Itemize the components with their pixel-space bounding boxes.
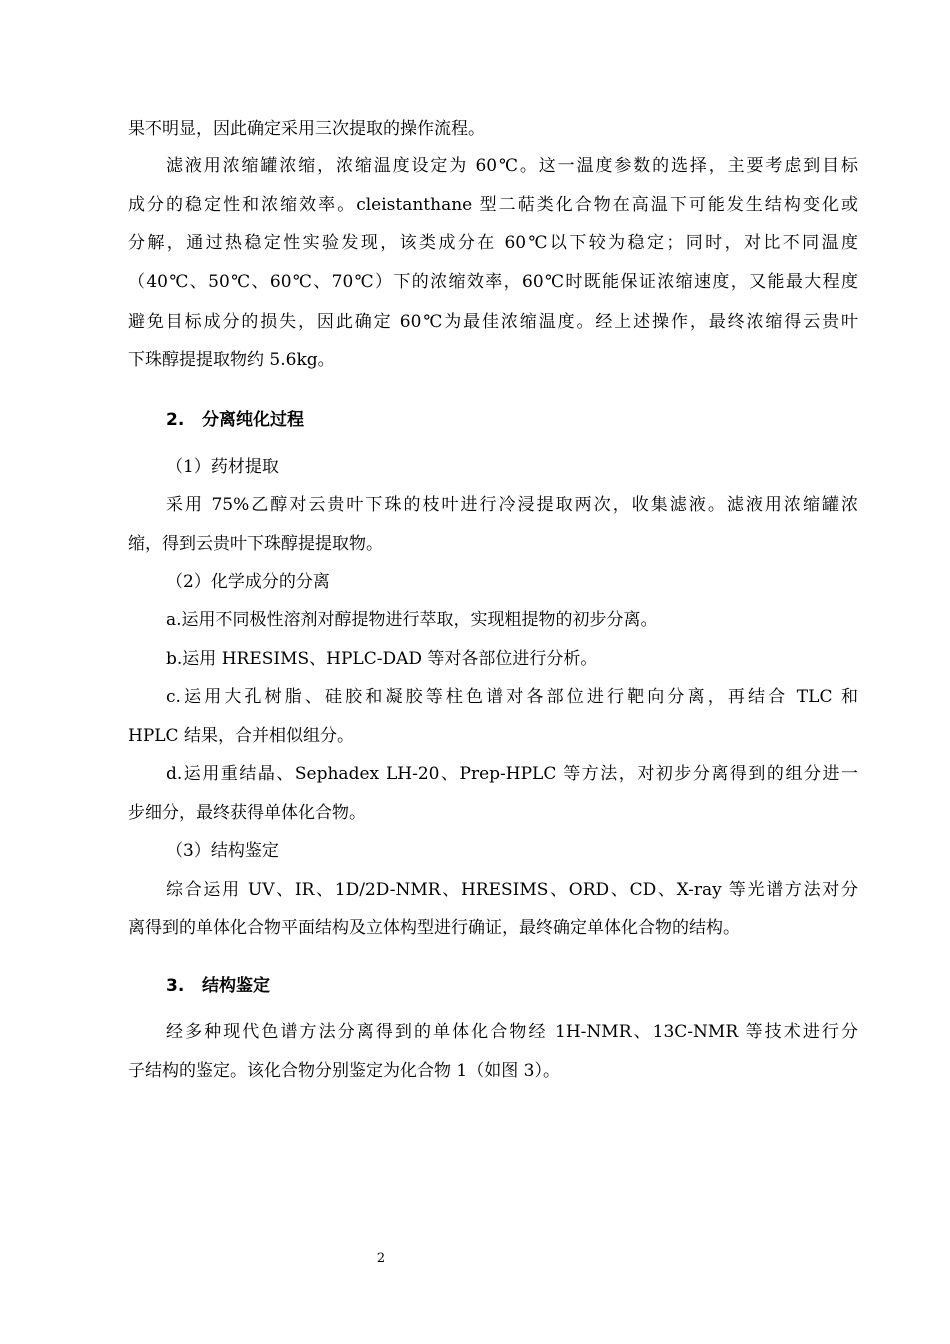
section-heading [166, 408, 304, 432]
section-number: 2. [166, 410, 185, 430]
paragraph-line: 下珠醇提提取物约 5.6kg。 [128, 350, 335, 370]
list-item: d.运用重结晶、Sephadex LH-20、Prep-HPLC 等方法，对初步分离得到的组分进一 [166, 764, 858, 784]
list-item-continued: 步细分，最终获得单体化合物。 [128, 803, 366, 823]
subsection-label: （2）化学成分的分离 [166, 572, 330, 592]
section-heading [166, 974, 270, 998]
paragraph-line: 果不明显，因此确定采用三次提取的操作流程。 [128, 119, 485, 139]
paragraph-line: 子结构的鉴定。该化合物分别鉴定为化合物 1（如图 3）。 [128, 1061, 560, 1081]
paragraph-line: 经多种现代色谱方法分离得到的单体化合物经 1H-NMR、13C-NMR 等技术进行分 [166, 1022, 858, 1042]
paragraph-line: 综合运用 UV、IR、1D/2D-NMR、HRESIMS、ORD、CD、X-ray 等光谱方法对分 [166, 880, 858, 900]
list-item: a.运用不同极性溶剂对醇提物进行萃取，实现粗提物的初步分离。 [166, 610, 658, 630]
subsection-label: （3）结构鉴定 [166, 841, 279, 861]
section-title: 结构鉴定 [202, 976, 270, 996]
paragraph-line: 成分的稳定性和浓缩效率。cleistanthane 型二萜类化合物在高温下可能发生结构变化或 [128, 195, 858, 215]
paragraph-line: 缩，得到云贵叶下珠醇提提取物。 [128, 534, 383, 554]
page-number: 2 [376, 1251, 386, 1266]
paragraph-line: 避免目标成分的损失，因此确定 60℃为最佳浓缩温度。经上述操作，最终浓缩得云贵叶 [128, 312, 858, 332]
list-item: b.运用 HRESIMS、HPLC-DAD 等对各部位进行分析。 [166, 649, 598, 669]
paragraph-line: 采用 75%乙醇对云贵叶下珠的枝叶进行冷浸提取两次，收集滤液。滤液用浓缩罐浓 [166, 495, 858, 515]
section-number: 3. [166, 976, 185, 996]
list-item-continued: HPLC 结果，合并相似组分。 [128, 726, 354, 746]
list-item: c.运用大孔树脂、硅胶和凝胶等柱色谱对各部位进行靶向分离，再结合 TLC 和 [166, 687, 858, 707]
paragraph-line: （40℃、50℃、60℃、70℃）下的浓缩效率，60℃时既能保证浓缩速度，又能最大程度 [128, 272, 858, 292]
section-title: 分离纯化过程 [202, 410, 304, 430]
subsection-label: （1）药材提取 [166, 457, 279, 477]
paragraph-line: 分解，通过热稳定性实验发现，该类成分在 60℃以下较为稳定；同时，对比不同温度 [128, 233, 858, 253]
paragraph-line: 离得到的单体化合物平面结构及立体构型进行确证，最终确定单体化合物的结构。 [128, 918, 740, 938]
paragraph-line: 滤液用浓缩罐浓缩，浓缩温度设定为 60℃。这一温度参数的选择，主要考虑到目标 [166, 156, 858, 176]
